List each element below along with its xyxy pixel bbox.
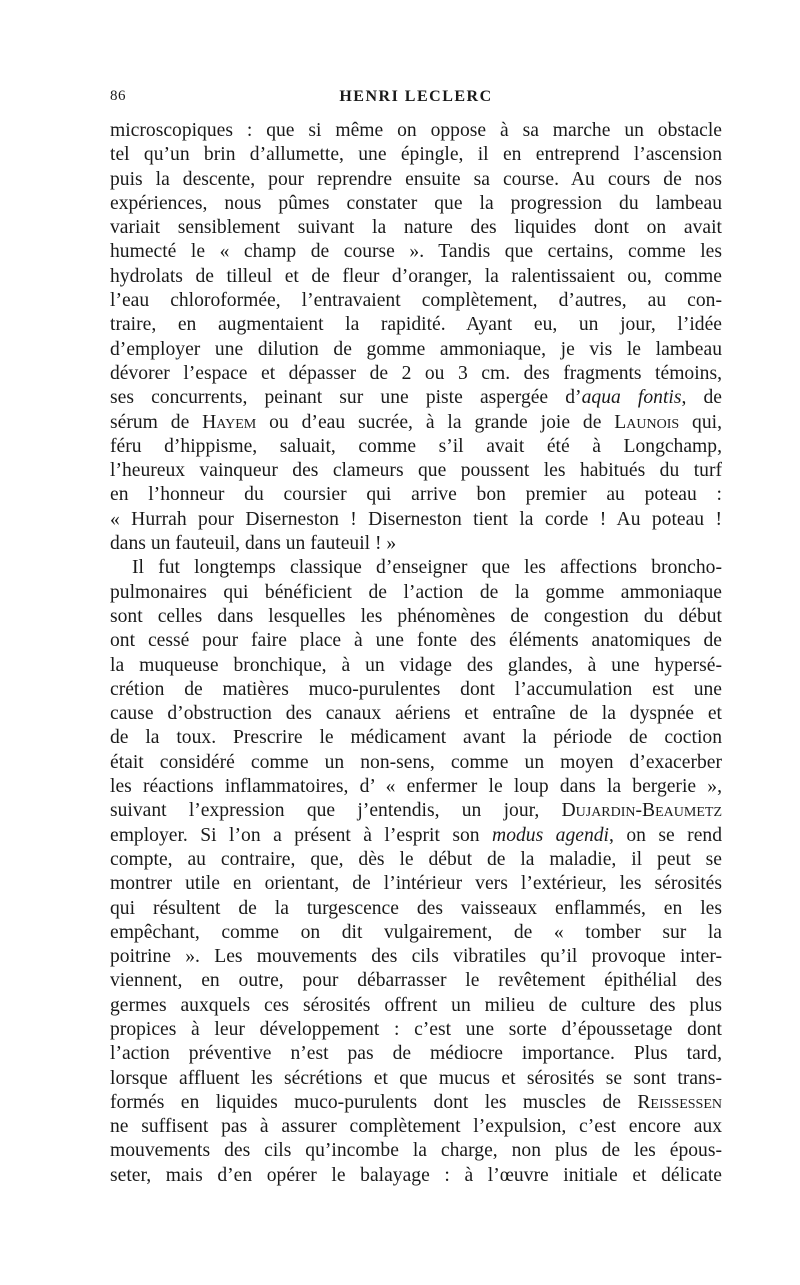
text-segment: l’heureux vainqueur des clameurs que poussent les habitués du turf [110,460,722,482]
text-line [110,726,722,750]
text-segment: hydrolats de tilleul et de fleur d’oranger, la ralentissaient ou, comme [110,265,722,287]
text-line [110,1018,722,1042]
text-line [110,799,722,823]
text-line [110,654,722,678]
text-segment: montrer utile en orientant, de l’intérieur vers l’extérieur, les sérosités [110,873,722,895]
text-segment: compte, au contraire, que, dès le début de la maladie, il peut se [110,848,722,870]
text-segment: employer. Si l’on a présent à l’esprit son [110,824,493,846]
text-segment: suivant l’expression que j’entendis, un jour, [110,800,562,822]
italic-phrase: modus agendi [492,824,609,846]
text-segment: humecté le « champ de course ». Tandis que certains, comme les [110,241,722,263]
text-line [110,1139,722,1163]
text-line [110,824,722,848]
text-line [110,1164,722,1188]
text-line [110,994,722,1018]
text-segment: « Hurrah pour Diserneston ! Diserneston tient la corde ! Au poteau ! [110,508,722,530]
author-name: Reissessen [637,1091,722,1113]
text-line [110,411,722,435]
text-segment: , on se rend [609,824,722,846]
text-line [110,1115,722,1139]
text-segment: empêchant, comme on dit vulgairement, de « tomber sur la [110,921,722,943]
text-segment: qui résultent de la turgescence des vaisseaux enflammés, en les [110,897,722,919]
text-segment: d’employer une dilution de gomme ammoniaque, je vis le lambeau [110,338,722,360]
text-segment: l’action préventive n’est pas de médiocre importance. Plus tard, [110,1043,722,1065]
text-line [110,1067,722,1091]
running-head: HENRI LECLERC [339,88,493,105]
text-segment: mouvements des cils qu’incombe la charge, non plus de les épous- [110,1140,722,1162]
text-line [110,581,722,605]
text-line [110,678,722,702]
text-line [110,192,722,216]
text-line [110,386,722,410]
author-name: Dujardin-Beaumetz [561,800,722,822]
text-line [110,483,722,507]
text-segment: sérum de [110,411,203,433]
text-segment: variait sensiblement suivant la nature des liquides dont on avait [110,217,722,239]
text-line [110,897,722,921]
text-segment: traire, en augmentaient la rapidité. Ayant eu, un jour, l’idée [110,314,722,336]
text-segment: microscopiques : que si même on oppose à sa marche un obstacle [110,120,722,141]
text-segment: cause d’obstruction des canaux aériens et entraîne de la dyspnée et [110,703,722,725]
text-segment: ses concurrents, peinant sur une piste aspergée d’ [110,387,582,409]
text-line [110,1042,722,1066]
text-segment: sont celles dans lesquelles les phénomènes de congestion du début [110,605,722,627]
text-segment: l’eau chloroformée, l’entravaient complètement, d’autres, au con- [110,290,722,312]
text-line [110,702,722,726]
text-segment: lorsque affluent les sécrétions et que mucus et sérosités se sont trans- [110,1067,722,1089]
text-segment: de la toux. Prescrire le médicament avant la période de coction [110,727,722,749]
text-segment: ou d’eau sucrée, à la grande joie de [256,411,615,433]
text-segment: puis la descente, pour reprendre ensuite sa course. Au cours de nos [110,168,722,190]
text-line [110,629,722,653]
text-line [110,872,722,896]
text-line [110,921,722,945]
text-line [110,848,722,872]
text-line [110,556,722,580]
text-line [110,508,722,532]
text-line [110,969,722,993]
text-segment: la muqueuse bronchique, à un vidage des glandes, à une hypersé- [110,654,722,676]
text-segment: en l’honneur du coursier qui arrive bon premier au poteau : [110,484,722,506]
author-name: Hayem [202,411,257,433]
text-segment: , de [681,387,722,409]
text-segment: était considéré comme un non-sens, comme un moyen d’exacerber [110,751,722,773]
text-segment: formés en liquides muco-purulents dont les muscles de [110,1091,638,1113]
text-segment: tel qu’un brin d’allumette, une épingle, il en entreprend l’ascension [110,144,722,166]
text-line [110,216,722,240]
text-segment: ont cessé pour faire place à une fonte des éléments anatomiques de [110,630,722,652]
body-text [110,119,722,1188]
italic-phrase: aqua fontis [581,387,682,409]
text-segment: poitrine ». Les mouvements des cils vibratiles qu’il provoque inter- [110,946,722,968]
text-segment: ne suffisent pas à assurer complètement l’expulsion, c’est encore aux [110,1116,722,1138]
text-line [110,143,722,167]
text-line [110,338,722,362]
text-line [110,435,722,459]
text-line [110,605,722,629]
text-segment: féru d’hippisme, saluait, comme s’il avait été à Longchamp, [110,435,722,457]
text-line [110,1091,722,1115]
text-line [110,289,722,313]
text-segment: expériences, nous pûmes constater que la progression du lambeau [110,192,722,214]
text-line [110,775,722,799]
text-line [110,168,722,192]
text-segment: Il fut longtemps classique d’enseigner que les affections broncho- [132,557,722,579]
text-segment: pulmonaires qui bénéficient de l’action de la gomme ammoniaque [110,581,722,603]
text-segment: dans un fauteuil, dans un fauteuil ! » [110,533,397,555]
page-header [110,88,722,114]
text-segment: propices à leur développement : c’est une sorte d’époussetage dont [110,1018,722,1040]
text-line [110,532,722,556]
text-segment: seter, mais d’en opérer le balayage : à l’œuvre initiale et délicate [110,1164,722,1186]
text-segment: crétion de matières muco-purulentes dont l’accumulation est une [110,678,722,700]
text-line [110,459,722,483]
text-line [110,362,722,386]
text-line [110,119,722,143]
text-line [110,945,722,969]
page-number: 86 [110,88,126,104]
text-segment: viennent, en outre, pour débarrasser le revêtement épithélial des [110,970,722,992]
author-name: Launois [614,411,680,433]
text-segment: qui, [679,411,722,433]
text-line [110,265,722,289]
text-line [110,751,722,775]
text-segment: les réactions inflammatoires, d’ « enfermer le loup dans la bergerie », [110,776,722,798]
text-line [110,240,722,264]
text-segment: dévorer l’espace et dépasser de 2 ou 3 cm. des fragments témoins, [110,362,722,384]
text-line [110,313,722,337]
text-segment: germes auxquels ces sérosités offrent un milieu de culture des plus [110,994,722,1016]
